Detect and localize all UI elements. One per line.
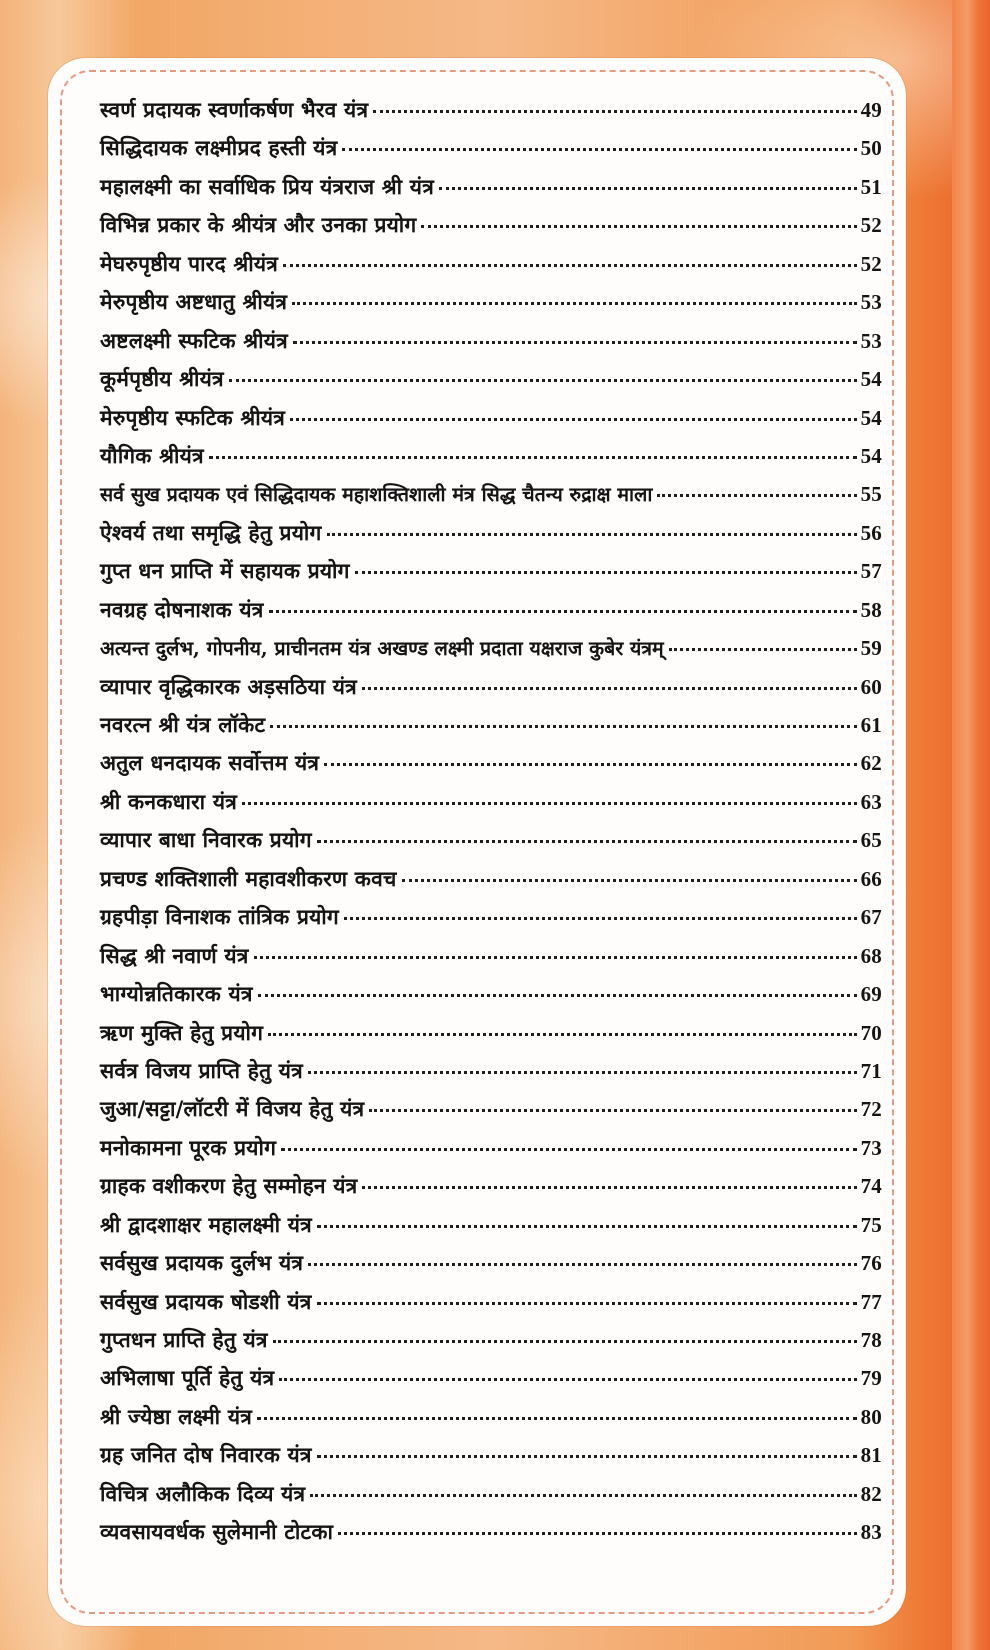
- toc-entry-page-number: 52: [860, 213, 882, 238]
- toc-entry: [100, 980, 882, 1018]
- toc-entry: [100, 1057, 882, 1095]
- toc-entry-title: नवग्रह दोषनाशक यंत्र: [100, 596, 264, 622]
- toc-entry-page-number: 58: [860, 597, 882, 622]
- dot-leader: [421, 225, 856, 228]
- toc-entry-page-number: 79: [860, 1366, 882, 1391]
- toc-entry-page-number: 67: [860, 905, 882, 930]
- toc-entry: [100, 1249, 882, 1287]
- toc-entry-page-number: 76: [860, 1251, 882, 1276]
- toc-entry: [100, 942, 882, 980]
- toc-entry-title: व्यापार बाधा निवारक प्रयोग: [100, 827, 312, 853]
- toc-entry-title: अष्टलक्ष्मी स्फटिक श्रीयंत्र: [100, 327, 288, 353]
- toc-entry-title: भाग्योन्नतिकारक यंत्र: [100, 981, 253, 1007]
- toc-entry-page-number: 66: [860, 866, 882, 891]
- toc-entry-title: व्यवसायवर्धक सुलेमानी टोटका: [100, 1519, 334, 1545]
- toc-entry: [100, 749, 882, 787]
- toc-entry: [100, 96, 882, 134]
- toc-entry-page-number: 49: [860, 98, 882, 122]
- dot-leader: [657, 494, 856, 497]
- toc-entry-page-number: 56: [860, 520, 882, 545]
- dot-leader: [342, 148, 856, 151]
- toc-entry-page-number: 75: [860, 1212, 882, 1237]
- toc-entry-title: सर्व सुख प्रदायक एवं सिद्धिदायक महाशक्तिशाली मंत्र सिद्ध चैतन्य रुद्राक्ष माला: [100, 483, 653, 507]
- toc-entry-page-number: 73: [860, 1135, 882, 1160]
- toc-entry: [100, 1518, 882, 1556]
- toc-entry: [100, 826, 882, 864]
- toc-entry-title: श्री कनकधारा यंत्र: [100, 788, 237, 814]
- toc-entry-page-number: 55: [860, 482, 882, 507]
- dot-leader: [327, 533, 857, 536]
- dot-leader: [362, 687, 857, 690]
- toc-entry: [100, 1326, 882, 1364]
- dot-leader: [279, 1378, 856, 1381]
- toc-entry: [100, 442, 882, 480]
- toc-entry-title: अत्यन्त दुर्लभ, गोपनीय, प्राचीनतम यंत्र अखण्ड लक्ष्मी प्रदाता यक्षराज कुबेर यंत्रम्: [100, 637, 664, 661]
- toc-entry-title: विभिन्न प्रकार के श्रीयंत्र और उनका प्रयोग: [100, 212, 417, 238]
- dot-leader: [317, 1455, 857, 1458]
- toc-entry-title: यौगिक श्रीयंत्र: [100, 442, 204, 468]
- toc-entry: [100, 596, 882, 634]
- toc-entry: [100, 1403, 882, 1441]
- toc-entry-page-number: 53: [860, 290, 882, 315]
- toc-entry: [100, 1211, 882, 1249]
- toc-entry: [100, 1288, 882, 1326]
- toc-entry-title: महालक्ष्मी का सर्वाधिक प्रिय यंत्रराज श्री यंत्र: [100, 173, 434, 199]
- dot-leader: [362, 1186, 856, 1189]
- toc-entry-page-number: 52: [860, 251, 882, 276]
- dot-leader: [270, 725, 856, 728]
- toc-entry-page-number: 61: [860, 713, 882, 737]
- toc-entry-page-number: 69: [860, 982, 882, 1007]
- toc-entry-title: गुप्तधन प्राप्ति हेतु यंत्र: [100, 1327, 268, 1352]
- toc-entry: [100, 404, 882, 442]
- toc-entry-title: सर्वसुख प्रदायक दुर्लभ यंत्र: [100, 1250, 304, 1276]
- toc-entry-page-number: 78: [860, 1328, 882, 1352]
- dot-leader: [355, 571, 857, 574]
- toc-entry: [100, 288, 882, 326]
- toc-entry: [100, 211, 882, 249]
- toc-entry: [100, 173, 882, 211]
- toc-entry-page-number: 74: [860, 1174, 882, 1199]
- dot-leader: [257, 1417, 857, 1420]
- toc-entry-page-number: 68: [860, 943, 882, 968]
- dot-leader: [317, 840, 857, 843]
- toc-entry: [100, 865, 882, 903]
- toc-entry-title: नवरत्न श्री यंत्र लॉकेट: [100, 712, 266, 737]
- toc-entry-title: मेरुपृष्ठीय स्फटिक श्रीयंत्र: [100, 404, 286, 430]
- dot-leader: [292, 302, 856, 305]
- toc-entry: [100, 1441, 882, 1479]
- toc-entry: [100, 788, 882, 826]
- dot-leader: [439, 187, 857, 190]
- toc-entry-page-number: 72: [860, 1097, 882, 1122]
- toc-entry: [100, 327, 882, 365]
- toc-entry: [100, 1480, 882, 1518]
- dot-leader: [258, 994, 857, 997]
- toc-entry-title: जुआ/सट्टा/लॉटरी में विजय हेतु यंत्र: [100, 1096, 365, 1122]
- toc-entry-title: व्यापार वृद्धिकारक अड़सठिया यंत्र: [100, 673, 357, 699]
- dot-leader: [283, 264, 857, 267]
- dot-leader: [254, 956, 857, 959]
- toc-entry-title: मेरुपृष्ठीय अष्टधातु श्रीयंत्र: [100, 289, 288, 315]
- dot-leader: [268, 1033, 856, 1036]
- toc-entry: [100, 1364, 882, 1402]
- table-of-contents: [100, 96, 882, 1557]
- dot-leader: [373, 110, 856, 113]
- toc-entry: [100, 1019, 882, 1057]
- toc-entry-page-number: 82: [860, 1481, 882, 1506]
- dot-leader: [293, 341, 857, 344]
- dot-leader: [229, 379, 857, 382]
- toc-entry-page-number: 63: [860, 789, 882, 814]
- toc-entry-title: ग्राहक वशीकरण हेतु सम्मोहन यंत्र: [100, 1173, 358, 1199]
- toc-entry-page-number: 60: [860, 674, 882, 699]
- toc-entry-page-number: 62: [860, 751, 882, 776]
- dot-leader: [369, 1109, 856, 1112]
- toc-entry-page-number: 71: [860, 1058, 882, 1083]
- toc-entry-title: श्री ज्येष्ठा लक्ष्मी यंत्र: [100, 1403, 252, 1429]
- toc-entry: [100, 519, 882, 557]
- toc-entry: [100, 1172, 882, 1210]
- toc-entry-title: ग्रहपीड़ा विनाशक तांत्रिक प्रयोग: [100, 904, 339, 930]
- toc-entry-page-number: 65: [860, 828, 882, 853]
- dot-leader: [402, 879, 857, 882]
- dot-leader: [317, 1302, 857, 1305]
- dot-leader: [669, 648, 857, 651]
- toc-entry-page-number: 81: [860, 1443, 882, 1468]
- toc-entry: [100, 903, 882, 941]
- toc-entry-title: सर्वत्र विजय प्राप्ति हेतु यंत्र: [100, 1057, 303, 1083]
- toc-entry-page-number: 50: [860, 136, 882, 161]
- toc-entry: [100, 480, 882, 518]
- toc-entry: [100, 634, 882, 672]
- dot-leader: [269, 610, 857, 613]
- toc-entry-title: मेघरुपृष्ठीय पारद श्रीयंत्र: [100, 250, 279, 276]
- toc-entry: [100, 1095, 882, 1133]
- toc-entry-page-number: 54: [860, 405, 882, 430]
- dot-leader: [308, 1071, 857, 1074]
- toc-entry-page-number: 51: [860, 174, 882, 199]
- dot-leader: [344, 917, 857, 920]
- toc-entry-title: सर्वसुख प्रदायक षोडशी यंत्र: [100, 1288, 312, 1314]
- toc-entry-title: अभिलाषा पूर्ति हेतु यंत्र: [100, 1365, 275, 1391]
- toc-entry-title: ऐश्वर्य तथा समृद्धि हेतु प्रयोग: [100, 519, 322, 545]
- toc-entry-title: ग्रह जनित दोष निवारक यंत्र: [100, 1442, 312, 1468]
- toc-entry-page-number: 83: [860, 1520, 882, 1545]
- toc-entry-title: प्रचण्ड शक्तिशाली महावशीकरण कवच: [100, 865, 397, 891]
- toc-entry-title: ऋण मुक्ति हेतु प्रयोग: [100, 1019, 264, 1045]
- toc-entry-page-number: 80: [860, 1404, 882, 1429]
- toc-entry: [100, 1134, 882, 1172]
- dot-leader: [273, 1340, 857, 1343]
- dot-leader: [242, 802, 857, 805]
- toc-entry-page-number: 59: [860, 636, 882, 661]
- toc-entry: [100, 134, 882, 172]
- dot-leader: [310, 1494, 856, 1497]
- toc-entry-title: सिद्ध श्री नवार्ण यंत्र: [100, 942, 249, 968]
- toc-entry-page-number: 54: [860, 367, 882, 392]
- toc-entry-page-number: 77: [860, 1289, 882, 1314]
- dot-leader: [209, 456, 857, 459]
- toc-entry: [100, 673, 882, 711]
- book-spine: [952, 0, 990, 1650]
- dot-leader: [281, 1148, 856, 1151]
- toc-entry-title: श्री द्वादशाक्षर महालक्ष्मी यंत्र: [100, 1211, 312, 1237]
- toc-entry-title: स्वर्ण प्रदायक स्वर्णाकर्षण भैरव यंत्र: [100, 97, 369, 122]
- toc-entry-title: विचित्र अलौकिक दिव्य यंत्र: [100, 1480, 306, 1506]
- toc-entry-title: मनोकामना पूरक प्रयोग: [100, 1134, 277, 1160]
- toc-entry: [100, 557, 882, 595]
- toc-entry-title: सिद्धिदायक लक्ष्मीप्रद हस्ती यंत्र: [100, 135, 338, 161]
- toc-entry: [100, 711, 882, 749]
- toc-entry-title: अतुल धनदायक सर्वोत्तम यंत्र: [100, 750, 320, 776]
- toc-entry-page-number: 57: [860, 559, 882, 584]
- toc-entry: [100, 250, 882, 288]
- dot-leader: [324, 763, 856, 766]
- toc-entry-page-number: 54: [860, 443, 882, 468]
- toc-entry: [100, 365, 882, 403]
- dot-leader: [290, 418, 857, 421]
- toc-entry-page-number: 70: [860, 1020, 882, 1045]
- toc-entry-page-number: 53: [860, 328, 882, 353]
- toc-entry-title: कूर्मपृष्ठीय श्रीयंत्र: [100, 366, 224, 392]
- dot-leader: [317, 1225, 857, 1228]
- dot-leader: [338, 1532, 857, 1535]
- dot-leader: [308, 1263, 856, 1266]
- toc-entry-title: गुप्त धन प्राप्ति में सहायक प्रयोग: [100, 558, 350, 584]
